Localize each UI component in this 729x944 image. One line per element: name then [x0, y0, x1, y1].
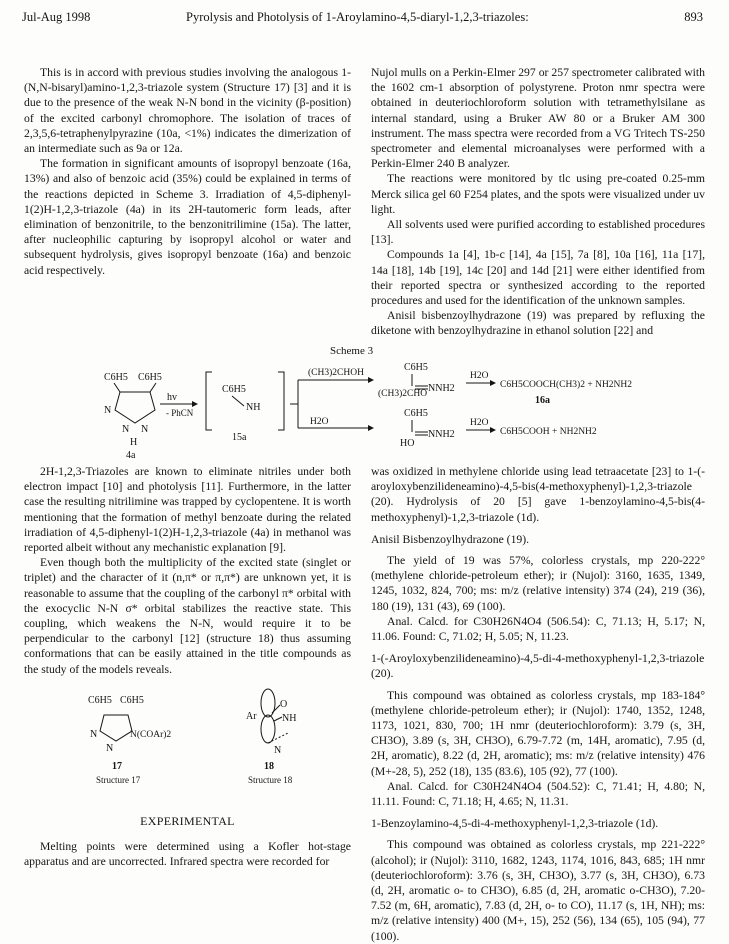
phenyl-label: C6H5 — [138, 372, 162, 383]
arrowhead — [368, 425, 374, 431]
hv-label: hv — [167, 392, 177, 403]
structure-caption: Structure 17 — [96, 774, 141, 785]
right-bracket — [278, 372, 284, 430]
right-column-top — [371, 65, 705, 339]
triazole-ring — [115, 392, 155, 423]
triazole-ring — [100, 715, 132, 741]
paragraph: 2H-1,2,3-Triazoles are known to eliminate nitriles under both electron impact [10] and photolysis [11]. Furthermore, in the latter case the resulting nitrilimine was trapped by cyclopentene. It is worth mentioning that the formation of methyl benzoate during the related irradiation of 4,5-diphenyl-1(2)H-1,2,3-triazole (4a) in methanol was reported albeit without any mechanistic explanation [9]. — [24, 465, 351, 555]
scheme-3-diagram — [0, 340, 729, 461]
paragraph: The formation in significant amounts of isopropyl benzoate (16a, 13%) and also of benzoic acid (35%) could be explained in terms of the reactions depicted in Scheme 3. Irradiation of 4,5-diphenyl-1(2)H-1,2,3-triazole (4a) in its 2H-tautomeric form leads, after elimination of benzonitrile, to the benzonitrilimine (15a). The latter, after nucleophilic capturing by isopropyl alcohol or water and subsequent hydrolysis, gives isopropyl benzoate (16a) and benzoic acid respectively. — [24, 157, 351, 277]
reagent-label: H2O — [470, 371, 489, 381]
arrowhead — [490, 427, 496, 433]
arrowhead — [368, 377, 374, 383]
n-atom-label: N — [122, 424, 130, 435]
hydrazone-label: NNH2 — [428, 383, 455, 394]
paragraph: This compound was obtained as colorless crystals, mp 221-222° (alcohol); ir (Nujol): 3110, 1682, 1243, 1174, 1016, 843, 685; 1H nmr (deuteriochloroform): 3.76 (s, 3H, CH3O), 3.77 (s, 3H, CH3O), 6.73 (d, 2H, aromatic o- to CH3O), 6.85 (d, 2H, aromatic o-CH3O), 7.20-7.52 (m, 6H, aromatic), 7.83 (d, 2H, o- to CO), 11.17 (s, 1H, NH); ms: m/z (relative intensity) 400 (M+, 15), 252 (56), 134 (65), 105 (94), 77 (100). — [371, 838, 705, 943]
compound-label: 16a — [535, 395, 550, 406]
substituent-label: N(COAr)2 — [130, 729, 172, 740]
bond-line — [114, 383, 120, 392]
reagent-label: (CH3)2CHOH — [308, 368, 364, 378]
paragraph: Compounds 1a [4], 1b-c [14], 4a [15], 7a [8], 10a [16], 11a [17], 14a [18], 14b [19], 14c [20] and 14d [21] were either identified from their reported spectra or synthesized according to the reported procedures and used for the identification of the unknown samples. — [371, 248, 705, 308]
hydroxy-label: HO — [400, 438, 415, 449]
arrowhead — [192, 401, 198, 407]
phenyl-label: C6H5 — [222, 384, 246, 395]
structure-caption: Structure 18 — [248, 774, 293, 785]
h-atom-label: H — [130, 437, 138, 448]
bond-line — [274, 717, 282, 721]
hydrazone-label: NNH2 — [428, 429, 455, 440]
structures-17-18 — [24, 685, 351, 795]
arrowhead — [490, 380, 496, 386]
header-date: Jul-Aug 1998 — [22, 10, 91, 24]
n-atom-label: N — [104, 405, 112, 416]
product-label: C6H5COOH + NH2NH2 — [500, 427, 597, 437]
left-bracket — [206, 372, 212, 430]
compound-heading: 1-(-Aroyloxybenzilideneamino)-4,5-di-4-methoxyphenyl-1,2,3-triazole (20). — [371, 652, 705, 681]
n-atom-label: N — [90, 728, 98, 740]
scheme-title: Scheme 3 — [330, 345, 374, 357]
compound-heading: Anisil Bisbenzoylhydrazone (19). — [371, 532, 530, 546]
paragraph: Even though both the multiplicity of the excited state (singlet or triplet) and the character of it (n,π* or π,π*) are unknown yet, it is reasonable to assume that the coupling of the carbonyl π* orbital with the exocyclic N-N σ* orbital stabilizes the reactive state. This coupling, which weakens the N-N, would require it to be perpendicular to the carbonyl [12] (structure 18) thus assuming conformations that can be easily attained in the title compounds as the study of the models reveals. — [24, 556, 351, 676]
right-column-bottom — [371, 464, 705, 944]
structure-number: 18 — [264, 760, 274, 772]
reagent-label: H2O — [470, 418, 489, 428]
alkoxy-label: (CH3)2CHO — [378, 389, 428, 399]
bond-line — [232, 396, 244, 406]
product-label: C6H5COOCH(CH3)2 + NH2NH2 — [500, 380, 633, 390]
loss-label: - PhCN — [166, 408, 194, 418]
phenyl-label: C6H5 — [404, 408, 428, 419]
structure-number: 17 — [112, 760, 122, 772]
paragraph: Nujol mulls on a Perkin-Elmer 297 or 257 spectrometer calibrated with the 1602 cm-1 absorption of polystyrene. Proton nmr spectra were obtained in deuteriochloroform solution with tetramethylsilane as internal standard, using a Bruker AW 80 or a Bruker AM 300 instrument. The mass spectra were recorded from a VG Tritech TS-250 spectrometer and elemental microanalyses were performed with a Perkin-Elmer 240 B analyzer. — [371, 66, 705, 171]
phenyl-label: C6H5 — [104, 372, 128, 383]
paragraph: All solvents used were purified according to established procedures [13]. — [371, 218, 705, 247]
n-atom-label: N — [274, 744, 282, 756]
page-number: 893 — [684, 10, 703, 24]
paragraph: This is in accord with previous studies involving the analogous 1-(N,N-bisaryl)amino-1,2,3-triazole system (Structure 17) [3] and it is due to the presence of the weak N-N bond in the vicinity (β-position) of the excited carbonyl chromophore. The isolation of traces of 2,3,5,6-tetraphenylpyrazine (10a, <1%) indicates the dimerization of an intermediate such as 9a or 12a. — [24, 66, 351, 156]
reagent-label: H2O — [310, 417, 329, 427]
nh-label: NH — [246, 402, 261, 413]
running-header — [0, 10, 729, 28]
compound-label: 4a — [126, 450, 136, 461]
phenyl-label: C6H5 — [404, 362, 428, 373]
paragraph: was oxidized in methylene chloride using lead tetraacetate [23] to 1-(-aroyloxybenzilideneamino)-4,5-bis(4-methoxyphenyl)-1,2,3-triazole (20). Hydrolysis of 20 [5] gave 1-benzoylamino-4,5-bis(4-methoxyphenyl)-1,2,3-triazole (1d). — [371, 465, 705, 524]
phenyl-label: C6H5 — [120, 694, 144, 706]
left-column-top — [24, 65, 351, 278]
paragraph: Anisil bisbenzoylhydrazone (19) was prepared by refluxing the diketone with benzoylhydrazine in ethanol solution [22] and — [371, 309, 705, 338]
phenyl-label: C6H5 — [88, 694, 112, 706]
nh-label: NH — [282, 712, 297, 724]
paragraph: Anal. Calcd. for C30H24N4O4 (504.52): C, 71.41; H, 4.80; N, 11.11. Found: C, 71.18; H, 4.65; N, 11.31. — [371, 779, 705, 809]
bond-line — [150, 383, 156, 392]
header-title: Pyrolysis and Photolysis of 1-Aroylamino-4,5-diaryl-1,2,3-triazoles: — [186, 10, 529, 24]
n-atom-label: N — [141, 424, 149, 435]
paragraph: The yield of 19 was 57%, colorless crystals, mp 220-222° (methylene chloride-petroleum ether); ir (Nujol): 3160, 1635, 1349, 1245, 1032, 824, 700; ms: m/z (relative intensity) 374 (24), 219 (36), 180 (19), 131 (43), 69 (100). — [371, 554, 705, 613]
oxygen-label: O — [280, 698, 288, 710]
paragraph: This compound was obtained as colorless crystals, mp 183-184° (methylene chloride-petroleum ether); ir (Nujol): 1740, 1352, 1248, 1173, 1021, 830, 700; 1H nmr (deuteriochloroform): 3.79 (s, 3H, CH3O), 3.89 (s, 3H, CH3O), 6.79-7.72 (m, 14H, aromatic), 7.95 (d, 2H, aromatic), 8.22 (d, 2H, aromatic); ms: m/z (relative intensity) 476 (M+-28, 5), 252 (18), 135 (83.6), 105 (92), 77 (100). — [371, 688, 705, 778]
paragraph: Anal. Calcd. for C30H26N4O4 (506.54): C, 71.13; H, 5.17; N, 11.06. Found: C, 71.02; H, 5.05; N, 11.23. — [371, 614, 705, 644]
experimental-heading: EXPERIMENTAL — [140, 813, 235, 828]
compound-heading: 1-Benzoylamino-4,5-di-4-methoxyphenyl-1,2,3-triazole (1d). — [371, 817, 659, 831]
paragraph: The reactions were monitored by tlc using pre-coated 0.25-mm Merck silica gel 60 F254 plates, and the spots were visualized under uv light. — [371, 172, 705, 216]
orbital-lobe — [261, 715, 275, 743]
bond-line — [272, 705, 280, 713]
paragraph: Melting points were determined using a Kofler hot-stage apparatus and are uncorrected. Infrared spectra were recorded for — [24, 840, 351, 869]
aryl-label: Ar — [246, 710, 257, 722]
left-column-bottom — [24, 464, 351, 869]
compound-label: 15a — [232, 432, 247, 443]
n-atom-label: N — [106, 742, 114, 754]
